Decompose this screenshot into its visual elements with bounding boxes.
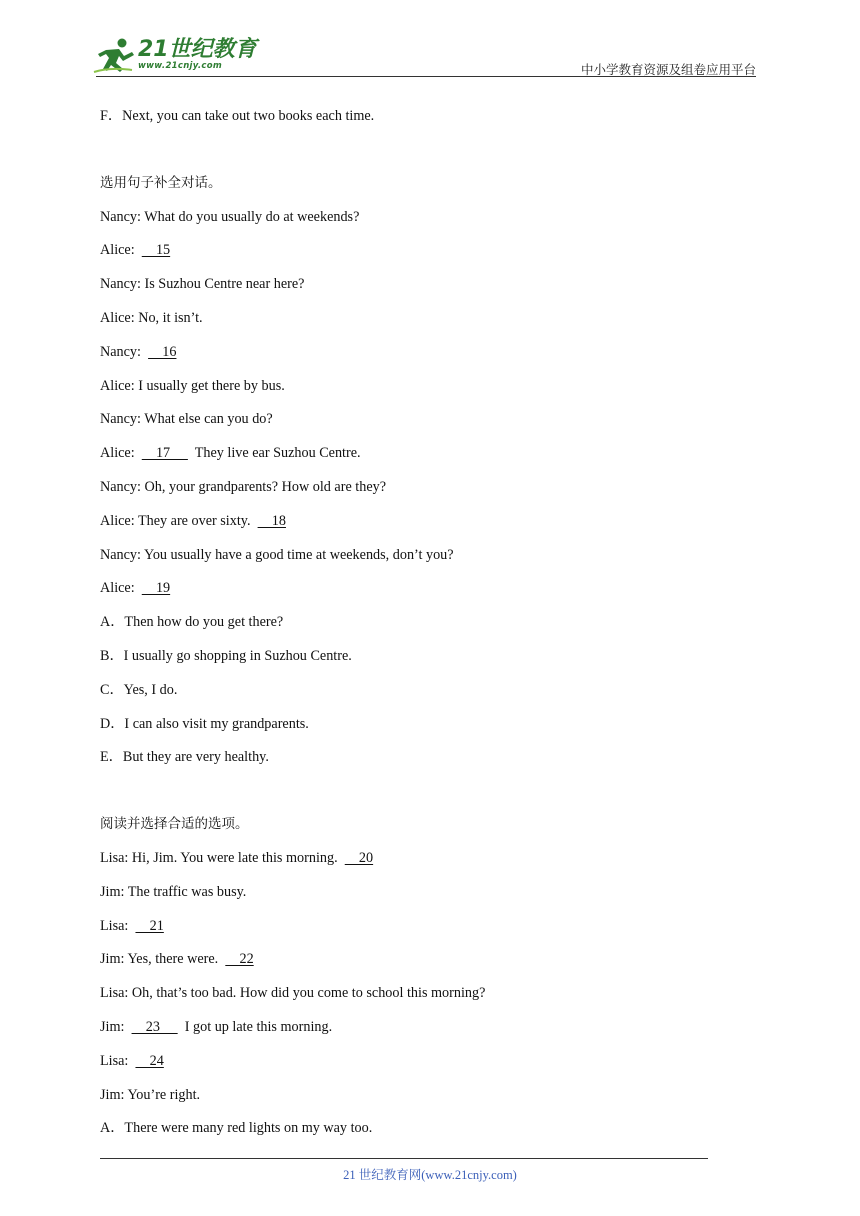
text-line: A．Then how do you get there?: [100, 614, 284, 631]
text-line: [100, 509, 740, 543]
line-prefix: Lisa: Hi, Jim. You were late this morning.: [100, 849, 345, 866]
section-gap: [100, 138, 740, 171]
text-line: C．Yes, I do.: [100, 681, 178, 698]
text-line: [100, 340, 740, 374]
line-prefix: Alice: They are over sixty.: [100, 512, 258, 529]
section-gap: [100, 779, 740, 812]
answer-blank[interactable]: 18: [257, 512, 286, 529]
text-line: E．But they are very healthy.: [100, 749, 269, 766]
text-line: Nancy: Oh, your grandparents? How old are they?: [100, 478, 387, 495]
text-line: [100, 441, 740, 475]
text-line: Alice: No, it isn’t.: [100, 309, 203, 326]
line-suffix: I got up late this morning.: [177, 1018, 333, 1035]
text-line: [100, 947, 740, 981]
line-prefix: Alice:: [100, 445, 142, 462]
section-dialogue-1: [100, 205, 740, 780]
section-heading: 选用句子补全对话。: [100, 174, 222, 191]
section-options-tail: [100, 104, 740, 138]
answer-blank[interactable]: 22: [225, 951, 254, 968]
answer-blank[interactable]: 23: [131, 1018, 178, 1035]
answer-blank[interactable]: 21: [135, 917, 164, 934]
text-line: [100, 846, 740, 880]
text-line: D．I can also visit my grandparents.: [100, 715, 309, 732]
line-prefix: Lisa:: [100, 917, 136, 934]
footer-divider: [100, 1158, 708, 1159]
answer-blank[interactable]: 15: [141, 242, 171, 259]
line-prefix: Alice:: [100, 242, 142, 259]
text-line: [100, 576, 740, 610]
platform-title: 中小学教育资源及组卷应用平台: [580, 62, 756, 77]
answer-blank[interactable]: 17: [141, 445, 188, 462]
runner-logo-icon: [92, 36, 136, 74]
text-line: Jim: You’re right.: [100, 1086, 201, 1103]
section-dialogue-2: [100, 846, 740, 1150]
text-line: [100, 914, 740, 948]
answer-blank[interactable]: 19: [141, 580, 171, 597]
text-line: F．Next, you can take out two books each time.: [100, 108, 375, 124]
answer-blank[interactable]: 20: [344, 849, 374, 866]
header-divider: [96, 76, 756, 77]
answer-blank[interactable]: 16: [148, 343, 177, 360]
text-line: A．There were many red lights on my way too.: [100, 1120, 373, 1137]
section-heading: 阅读并选择合适的选项。: [100, 816, 249, 833]
line-prefix: Jim:: [100, 1018, 132, 1035]
text-line: Alice: I usually get there by bus.: [100, 377, 285, 394]
text-line: [100, 1015, 740, 1049]
line-suffix: They live ear Suzhou Centre.: [187, 445, 361, 462]
text-line: Lisa: Oh, that’s too bad. How did you come to school this morning?: [100, 985, 486, 1002]
logo-main-text: 21世纪教育: [138, 37, 257, 63]
text-line: Nancy: Is Suzhou Centre near here?: [100, 276, 305, 293]
text-line: B．I usually go shopping in Suzhou Centre.: [100, 647, 352, 664]
answer-blank[interactable]: 24: [135, 1052, 164, 1069]
line-prefix: Lisa:: [100, 1052, 136, 1069]
text-line: Jim: The traffic was busy.: [100, 883, 247, 900]
site-logo[interactable]: [92, 36, 257, 74]
page-footer[interactable]: 21 世纪教育网(www.21cnjy.com): [343, 1168, 517, 1182]
text-line: Nancy: What do you usually do at weekends?: [100, 208, 360, 225]
page-header: [92, 30, 756, 78]
text-line: [100, 238, 740, 272]
text-line: Nancy: What else can you do?: [100, 411, 273, 428]
logo-url-text: www.21cnjy.com: [138, 61, 222, 72]
line-prefix: Nancy:: [100, 343, 149, 360]
document-body: [100, 104, 740, 1150]
text-line: [100, 1049, 740, 1083]
text-line: Nancy: You usually have a good time at weekends, don’t you?: [100, 546, 454, 563]
line-prefix: Alice:: [100, 580, 142, 597]
line-prefix: Jim: Yes, there were.: [100, 951, 226, 968]
